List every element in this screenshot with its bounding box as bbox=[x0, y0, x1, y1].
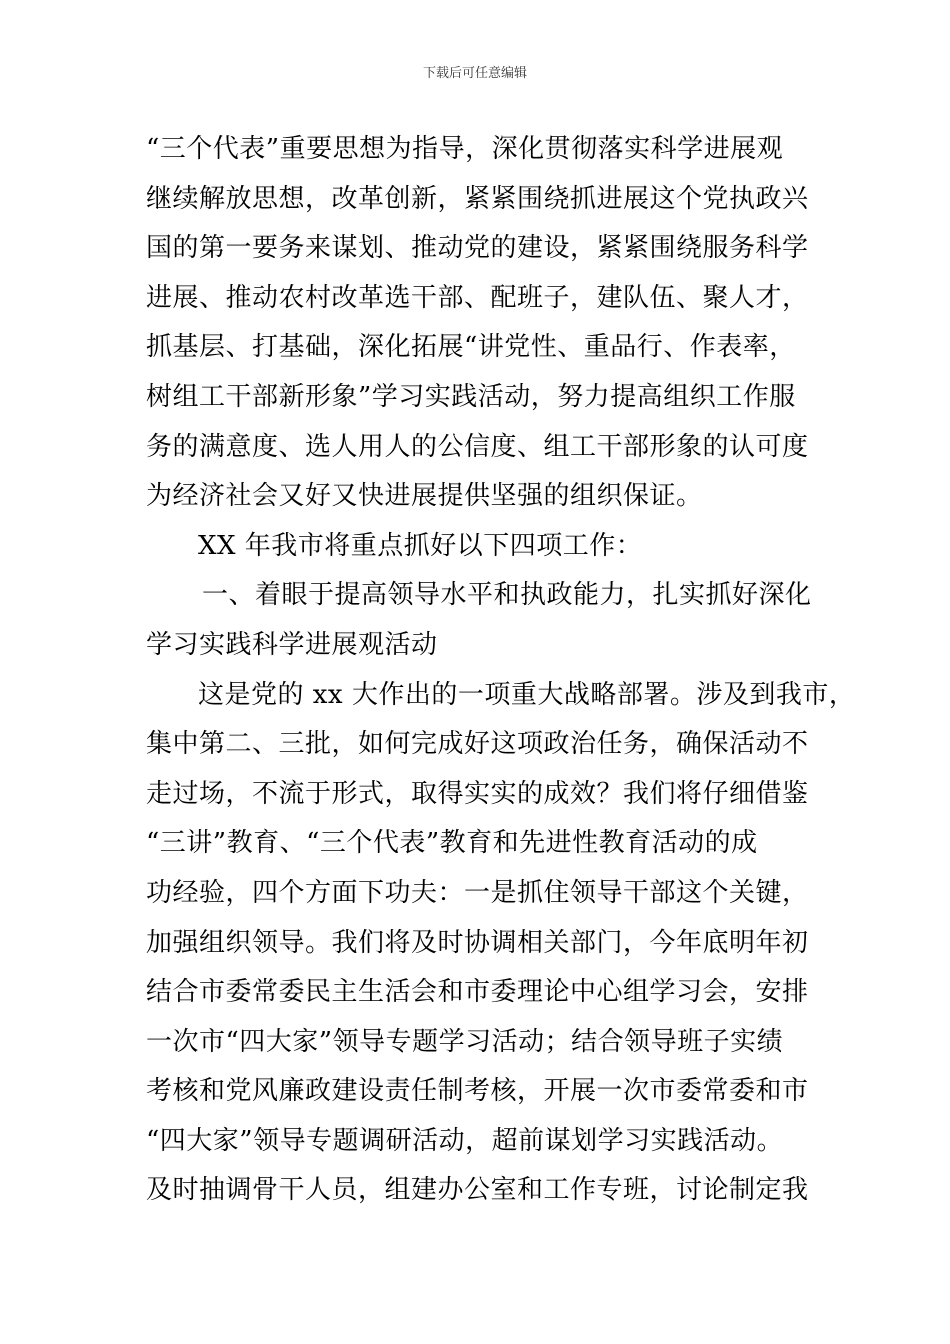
text-line: 功经验，四个方面下功夫：一是抓住领导干部这个关键， bbox=[146, 877, 809, 908]
page-header: 下载后可任意编辑 bbox=[422, 66, 527, 81]
text-line: “三个代表”重要思想为指导，深化贯彻落实科学进展观 bbox=[146, 134, 784, 164]
text-line: 及时抽调骨干人员，组建办公室和工作专班，讨论制定我 bbox=[146, 1175, 809, 1206]
text-line: 结合市委常委民主生活会和市委理论中心组学习会，安排 bbox=[146, 977, 809, 1008]
paragraph-first-line: XX 年我市将重点抓好以下四项工作： bbox=[198, 530, 643, 561]
text-line: 走过场，不流于形式，取得实实的成效？我们将仔细借鉴 bbox=[146, 778, 809, 809]
document-body bbox=[146, 125, 856, 1216]
text-line: “三讲”教育、“三个代表”教育和先进性教育活动的成 bbox=[146, 828, 758, 859]
text-line: 继续解放思想，改革创新，紧紧围绕抓进展这个党执政兴 bbox=[146, 183, 809, 214]
text-line: 一次市“四大家”领导专题学习活动；结合领导班子实绩 bbox=[146, 1026, 784, 1057]
section-heading-line: 学习实践科学进展观活动 bbox=[146, 629, 438, 660]
text-line: 进展、推动农村改革选干部、配班子，建队伍、聚人才， bbox=[146, 282, 809, 313]
text-line: 国的第一要务来谋划、推动党的建设，紧紧围绕服务科学 bbox=[146, 233, 809, 264]
text-line: 集中第二、三批，如何完成好这项政治任务，确保活动不 bbox=[146, 729, 809, 760]
text-line: 抓基层、打基础，深化拓展“讲党性、重品行、作表率， bbox=[146, 332, 796, 363]
section-heading-line: 一、着眼于提高领导水平和执政能力，扎实抓好深化 bbox=[202, 580, 812, 611]
text-line: 为经济社会又好又快进展提供坚强的组织保证。 bbox=[146, 481, 703, 512]
text-line: 树组工干部新形象”学习实践活动，努力提高组织工作服 bbox=[146, 381, 796, 412]
text-line: 加强组织领导。我们将及时协调相关部门，今年底明年初 bbox=[146, 927, 809, 958]
text-line: 务的满意度、选人用人的公信度、组工干部形象的认可度 bbox=[146, 431, 809, 462]
paragraph-first-line: 这是党的 xx 大作出的一项重大战略部署。涉及到我市， bbox=[198, 679, 856, 710]
text-line: “四大家”领导专题调研活动，超前谋划学习实践活动。 bbox=[146, 1125, 784, 1156]
text-line: 考核和党风廉政建设责任制考核，开展一次市委常委和市 bbox=[146, 1076, 809, 1107]
